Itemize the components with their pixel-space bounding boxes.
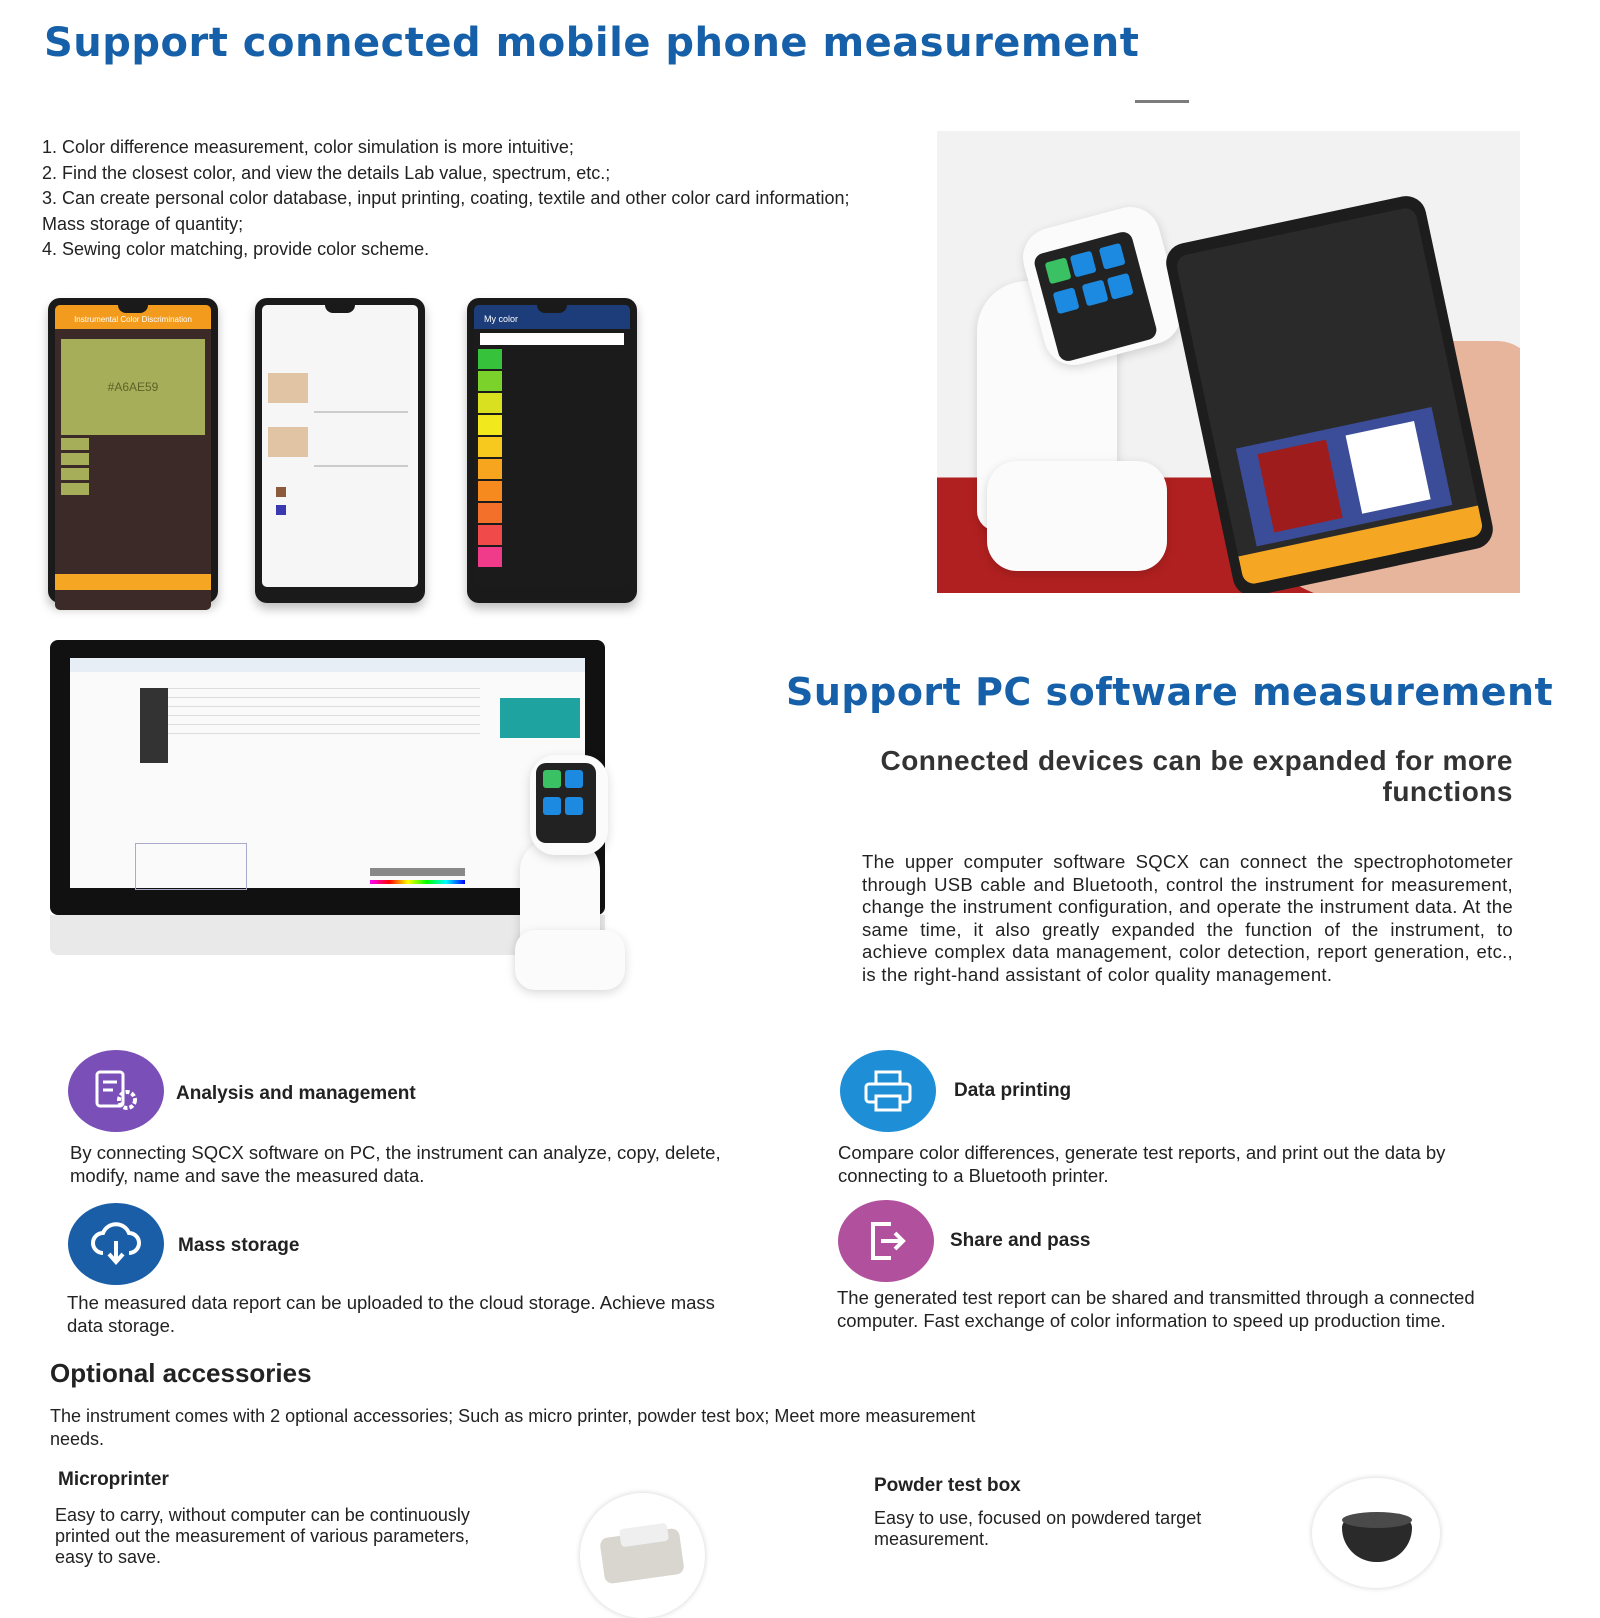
phone-app-header: Instrumental Color Discrimination xyxy=(55,305,211,329)
function-desc-analysis: By connecting SQCX software on PC, the instrument can analyze, copy, delete, modify, name and save the measured data. xyxy=(70,1142,721,1186)
function-title-share: Share and pass xyxy=(950,1230,1091,1251)
phone-app-header: My color xyxy=(474,305,630,329)
accessory-title-powder-box: Powder test box xyxy=(874,1475,1021,1496)
pc-section-subtitle: Connected devices can be expanded for more functions xyxy=(880,745,1513,807)
accessories-desc: The instrument comes with 2 optional accessories; Such as micro printer, powder test box; Meet more measurement needs. xyxy=(50,1406,976,1449)
function-title-storage: Mass storage xyxy=(178,1235,300,1256)
accessory-desc-powder-box: Easy to use, focused on powdered target measurement. xyxy=(874,1508,1202,1549)
pc-software-photo xyxy=(50,640,610,958)
function-title-printing: Data printing xyxy=(954,1080,1072,1101)
function-desc-storage: The measured data report can be uploaded to the cloud storage. Achieve mass data storage. xyxy=(67,1292,715,1336)
product-photo-device-and-phone xyxy=(937,131,1520,593)
function-title-analysis: Analysis and management xyxy=(176,1083,416,1104)
feature-item: 4. Sewing color matching, provide color scheme. xyxy=(42,239,430,259)
decorative-line xyxy=(1135,100,1189,103)
pc-section-description: The upper computer software SQCX can connect the spectrophotometer through USB cable and Bluetooth, control the instrument for measurement, change the instrument configuration, and operate the instrument data. At the same time, it also greatly expanded the function of the instrument, to achieve complex data management, color detection, report generation, etc., is the right-hand assistant of color quality management. xyxy=(862,851,1513,985)
mobile-section-title: Support connected mobile phone measurement xyxy=(44,20,1140,66)
color-swatch: #A6AE59 xyxy=(61,339,205,435)
accessory-title-microprinter: Microprinter xyxy=(58,1469,169,1490)
feature-item: 3. Can create personal color database, input printing, coating, textile and other color card information; Mass storage of quantity; xyxy=(42,188,850,234)
accessory-desc-microprinter: Easy to carry, without computer can be continuously printed out the measurement of various parameters, easy to save. xyxy=(55,1505,470,1567)
feature-list xyxy=(42,135,892,263)
phone-screenshot-color-formula xyxy=(255,298,425,603)
function-desc-printing: Compare color differences, generate test reports, and print out the data by connecting to a Bluetooth printer. xyxy=(838,1142,1446,1186)
powder-test-box-photo xyxy=(1312,1478,1440,1588)
phone-screenshot-my-color xyxy=(467,298,637,603)
document-gear-icon xyxy=(68,1050,164,1132)
function-desc-share: The generated test report can be shared and transmitted through a connected computer. Fast exchange of color information to speed up production time. xyxy=(837,1287,1475,1331)
microprinter-photo xyxy=(580,1493,705,1618)
printer-icon xyxy=(840,1050,936,1132)
share-export-icon xyxy=(838,1200,934,1282)
pc-section-title: Support PC software measurement xyxy=(786,670,1554,714)
cloud-download-icon xyxy=(68,1203,164,1285)
accessories-title: Optional accessories xyxy=(50,1358,312,1388)
feature-item: 1. Color difference measurement, color simulation is more intuitive; xyxy=(42,137,574,157)
feature-item: 2. Find the closest color, and view the details Lab value, spectrum, etc.; xyxy=(42,162,611,183)
phone-screenshot-color-discrimination xyxy=(48,298,218,603)
